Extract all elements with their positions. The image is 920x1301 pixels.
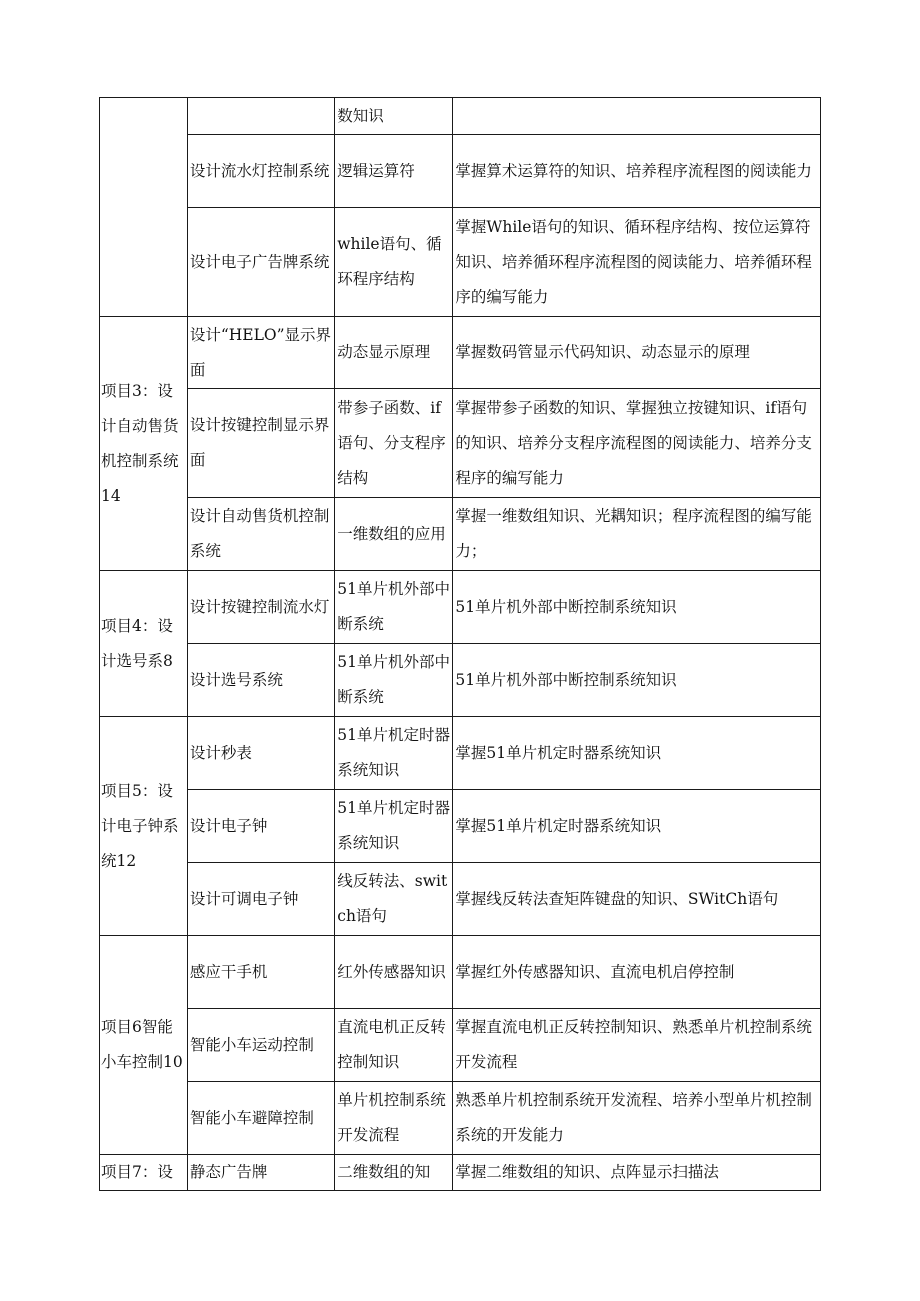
content-cell: 带参子函数、if语句、分支程序结构: [335, 389, 453, 498]
goal-cell: 51单片机外部中断控制系统知识: [453, 571, 821, 644]
task-cell: 设计自动售货机控制系统: [187, 498, 334, 571]
table-row: [100, 644, 821, 717]
task-cell: 设计秒表: [187, 717, 334, 790]
project-cell: 项目4：设计选号系8: [100, 571, 188, 717]
project-cell: 项目6智能小车控制10: [100, 936, 188, 1155]
task-cell: 设计按键控制显示界面: [187, 389, 334, 498]
task-cell: 智能小车避障控制: [187, 1082, 334, 1155]
task-cell: 设计选号系统: [187, 644, 334, 717]
content-cell: 单片机控制系统开发流程: [335, 1082, 453, 1155]
goal-cell: 掌握带参子函数的知识、掌握独立按键知识、if语句的知识、培养分支程序流程图的阅读能力、培养分支程序的编写能力: [453, 389, 821, 498]
content-cell: 51单片机定时器系统知识: [335, 790, 453, 863]
task-cell: 设计流水灯控制系统: [187, 135, 334, 208]
project-cell: [100, 98, 188, 317]
table-row: [100, 317, 821, 389]
table-row: [100, 936, 821, 1009]
table-row: [100, 1155, 821, 1191]
table-row: [100, 717, 821, 790]
content-cell: 一维数组的应用: [335, 498, 453, 571]
task-cell: 设计可调电子钟: [187, 863, 334, 936]
content-cell: 数知识: [335, 98, 453, 135]
goal-cell: 掌握51单片机定时器系统知识: [453, 790, 821, 863]
goal-cell: 掌握数码管显示代码知识、动态显示的原理: [453, 317, 821, 389]
goal-cell: 51单片机外部中断控制系统知识: [453, 644, 821, 717]
content-cell: 51单片机定时器系统知识: [335, 717, 453, 790]
content-cell: while语句、循环程序结构: [335, 208, 453, 317]
goal-cell: 掌握直流电机正反转控制知识、熟悉单片机控制系统开发流程: [453, 1009, 821, 1082]
goal-cell: 掌握算术运算符的知识、培养程序流程图的阅读能力: [453, 135, 821, 208]
table-row: [100, 498, 821, 571]
content-cell: 51单片机外部中断系统: [335, 571, 453, 644]
project-cell: 项目3：设计自动售货机控制系统14: [100, 317, 188, 571]
table-row: [100, 1009, 821, 1082]
goal-cell: 掌握一维数组知识、光耦知识；程序流程图的编写能力；: [453, 498, 821, 571]
table-row: [100, 98, 821, 135]
content-cell: 红外传感器知识: [335, 936, 453, 1009]
content-cell: 二维数组的知: [335, 1155, 453, 1191]
goal-cell: 掌握线反转法查矩阵键盘的知识、SWitCh语句: [453, 863, 821, 936]
table-row: [100, 208, 821, 317]
table-row: [100, 1082, 821, 1155]
goal-cell: 掌握二维数组的知识、点阵显示扫描法: [453, 1155, 821, 1191]
goal-cell: 掌握51单片机定时器系统知识: [453, 717, 821, 790]
task-cell: 设计电子广告牌系统: [187, 208, 334, 317]
content-cell: 51单片机外部中断系统: [335, 644, 453, 717]
table-row: [100, 135, 821, 208]
content-cell: 线反转法、switch语句: [335, 863, 453, 936]
task-cell: 设计“HELO”显示界面: [187, 317, 334, 389]
table-row: [100, 571, 821, 644]
task-cell: 感应干手机: [187, 936, 334, 1009]
goal-cell: 熟悉单片机控制系统开发流程、培养小型单片机控制系统的开发能力: [453, 1082, 821, 1155]
goal-cell: [453, 98, 821, 135]
task-cell: 设计电子钟: [187, 790, 334, 863]
content-cell: 直流电机正反转控制知识: [335, 1009, 453, 1082]
task-cell: 智能小车运动控制: [187, 1009, 334, 1082]
content-cell: 动态显示原理: [335, 317, 453, 389]
course-table: [99, 97, 821, 1191]
project-cell: 项目7：设: [100, 1155, 188, 1191]
table-row: [100, 863, 821, 936]
task-cell: 设计按键控制流水灯: [187, 571, 334, 644]
content-cell: 逻辑运算符: [335, 135, 453, 208]
task-cell: 静态广告牌: [187, 1155, 334, 1191]
task-cell: [187, 98, 334, 135]
table-row: [100, 389, 821, 498]
table-row: [100, 790, 821, 863]
goal-cell: 掌握红外传感器知识、直流电机启停控制: [453, 936, 821, 1009]
goal-cell: 掌握While语句的知识、循环程序结构、按位运算符知识、培养循环程序流程图的阅读能力、培养循环程序的编写能力: [453, 208, 821, 317]
project-cell: 项目5：设计电子钟系统12: [100, 717, 188, 936]
